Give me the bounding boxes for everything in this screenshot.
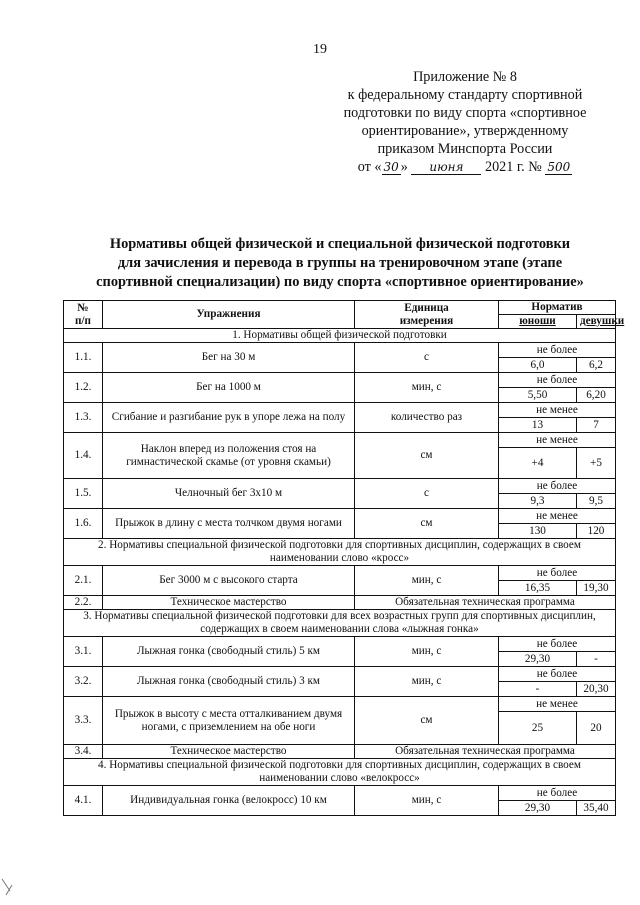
exercise-unit: количество раз [355,403,499,433]
exercise-unit: мин, с [355,637,499,667]
exercise-number: 1.2. [64,373,103,403]
exercise-row [64,403,616,418]
header-girls: девушки [577,315,616,329]
header-exercise: Упражнения [103,301,355,329]
exercise-name: Бег 3000 м с высокого старта [103,566,355,596]
title-line: для зачисления и перевода в группы на тренировочном этапе (этапе [117,255,563,271]
header-num: № п/п [64,301,103,329]
date-quote: » [400,159,408,175]
exercise-name: Индивидуальная гонка (велокросс) 10 км [103,786,355,816]
exercise-name: Бег на 30 м [103,343,355,373]
exercise-name: Челночный бег 3х10 м [103,479,355,509]
exercise-row [64,479,616,494]
exercise-number: 3.4. [64,745,103,759]
section-title: 4. Нормативы специальной физической подготовки для спортивных дисциплин, содержащих в своем наименовании слово «велокросс» [64,759,616,786]
technique-row [64,745,616,759]
appendix-line: подготовки по виду спорта «спортивное [343,105,587,121]
date-year: 2021 г. № [484,159,542,175]
norm-girls-value: +5 [577,448,616,479]
exercise-number: 3.1. [64,637,103,667]
appendix-line: приказом Минспорта России [377,141,553,157]
norm-girls-value: 6,20 [577,388,616,403]
exercise-name: Прыжок в длину с места толчком двумя ногами [103,509,355,539]
norm-girls-value: 7 [577,418,616,433]
date-prefix: от « [357,159,382,175]
norm-boys-value: 5,50 [499,388,577,403]
exercise-unit: мин, с [355,786,499,816]
header-row [64,301,616,315]
technique-row [64,596,616,610]
norm-requirement: не более [499,566,616,581]
norm-requirement: не более [499,637,616,652]
exercise-row [64,786,616,801]
exercise-number: 1.1. [64,343,103,373]
exercise-name: Лыжная гонка (свободный стиль) 5 км [103,637,355,667]
norm-boys-value: 25 [499,712,577,745]
norm-girls-value: - [577,652,616,667]
exercise-name: Прыжок в высоту с места отталкиванием двумя ногами, с приземлением на обе ноги [103,697,355,745]
technique-program: Обязательная техническая программа [355,745,616,759]
norm-requirement: не более [499,786,616,801]
norm-girls-value: 6,2 [577,358,616,373]
exercise-row [64,373,616,388]
exercise-unit: мин, с [355,566,499,596]
norm-requirement: не более [499,373,616,388]
appendix-line: ориентирование», утвержденному [361,123,569,139]
exercise-number: 1.4. [64,433,103,479]
exercise-unit: см [355,509,499,539]
exercise-name: Бег на 1000 м [103,373,355,403]
exercise-number: 3.3. [64,697,103,745]
handwritten-order-number: 500 [547,160,571,174]
exercise-unit: мин, с [355,373,499,403]
norm-boys-value: +4 [499,448,577,479]
section-row [64,759,616,786]
exercise-row [64,667,616,682]
norm-boys-value: 13 [499,418,577,433]
norm-boys-value: 29,30 [499,801,577,816]
header-norm: Норматив [499,301,616,315]
norms-table-body [64,301,625,816]
exercise-number: 4.1. [64,786,103,816]
appendix-line: Приложение № 8 [413,69,517,85]
header-boys: юноши [499,315,577,329]
norm-boys-value: 9,3 [499,494,577,509]
exercise-name: Сгибание и разгибание рук в упоре лежа на полу [103,403,355,433]
exercise-number: 1.6. [64,509,103,539]
header-unit: Единица измерения [355,301,499,329]
norm-boys-value: 130 [499,524,577,539]
norm-requirement: не более [499,667,616,682]
exercise-name: Наклон вперед из положения стоя на гимнастической скамье (от уровня скамьи) [103,433,355,479]
title-line: спортивной специализации) по виду спорта «спортивное ориентирование» [96,274,584,290]
exercise-row [64,566,616,581]
norm-girls-value: 19,30 [577,581,616,596]
exercise-unit: с [355,479,499,509]
norm-requirement: не менее [499,509,616,524]
appendix-line: к федеральному стандарту спортивной [347,87,583,103]
section-row [64,329,616,343]
norm-requirement: не более [499,479,616,494]
handwritten-month: июня [411,161,481,175]
signature-mark [0,871,40,901]
title-line: Нормативы общей физической и специальной физической подготовки [109,236,571,252]
document-title [60,235,620,292]
norm-requirement: не менее [499,433,616,448]
norm-girls-value: 35,40 [577,801,616,816]
section-row [64,610,616,637]
appendix-header [300,68,630,176]
exercise-number: 1.3. [64,403,103,433]
page-number: 19 [313,42,327,57]
section-title: 2. Нормативы специальной физической подготовки для спортивных дисциплин, содержащих в своем наименовании слово «кросс» [64,539,616,566]
exercise-unit: с [355,343,499,373]
section-row [64,539,616,566]
exercise-number: 2.1. [64,566,103,596]
exercise-row [64,343,616,358]
section-title: 3. Нормативы специальной физической подготовки для всех возрастных групп для спортивных дисциплин, содержащих в своем наименовании слова «лыжная гонка» [64,610,616,637]
norms-table [63,300,625,816]
norm-girls-value: 20,30 [577,682,616,697]
order-date-line [300,158,630,176]
norm-requirement: не более [499,343,616,358]
handwritten-day: 30 [383,160,399,174]
exercise-number: 2.2. [64,596,103,610]
norm-girls-value: 9,5 [577,494,616,509]
norm-girls-value: 120 [577,524,616,539]
exercise-unit: мин, с [355,667,499,697]
exercise-row [64,697,616,712]
technique-program: Обязательная техническая программа [355,596,616,610]
exercise-row [64,637,616,652]
norm-requirement: не менее [499,403,616,418]
exercise-row [64,433,616,448]
exercise-unit: см [355,433,499,479]
exercise-number: 3.2. [64,667,103,697]
section-title: 1. Нормативы общей физической подготовки [64,329,616,343]
exercise-name: Лыжная гонка (свободный стиль) 3 км [103,667,355,697]
norm-girls-value: 20 [577,712,616,745]
norm-boys-value: 6,0 [499,358,577,373]
exercise-number: 1.5. [64,479,103,509]
norm-boys-value: 29,30 [499,652,577,667]
norm-requirement: не менее [499,697,616,712]
norm-boys-value: 16,35 [499,581,577,596]
norm-boys-value: - [499,682,577,697]
exercise-row [64,509,616,524]
exercise-name: Техническое мастерство [103,596,355,610]
exercise-unit: см [355,697,499,745]
exercise-name: Техническое мастерство [103,745,355,759]
